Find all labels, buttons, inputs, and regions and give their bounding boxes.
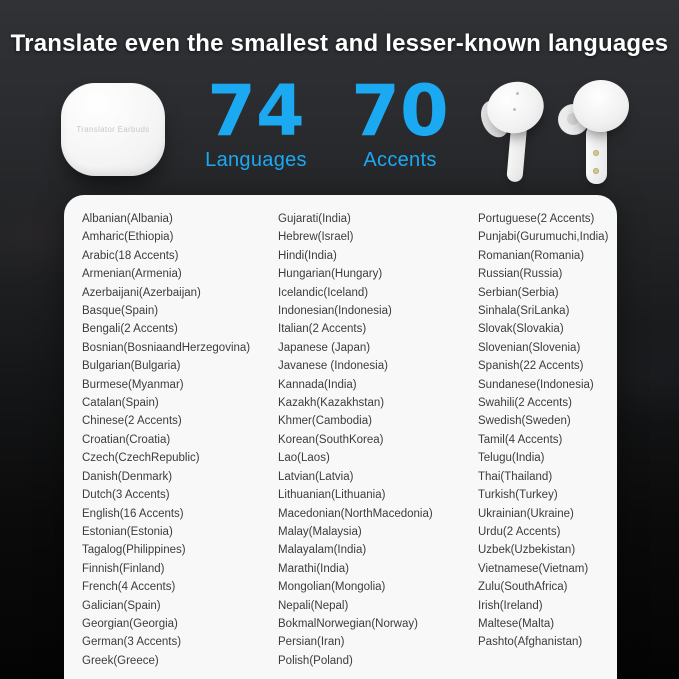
- language-item: Pashto(Afghanistan): [478, 636, 583, 649]
- language-item: Turkish(Turkey): [478, 489, 558, 502]
- language-item: English(16 Accents): [82, 507, 184, 520]
- language-item: Catalan(Spain): [82, 397, 159, 410]
- language-item: Estonian(Estonia): [82, 525, 173, 538]
- accents-stat: [348, 70, 452, 172]
- headline: Translate even the smallest and lesser-known languages: [10, 30, 669, 57]
- languages-label: Languages: [205, 149, 307, 171]
- language-item: Basque(Spain): [82, 305, 159, 318]
- language-list-panel: [64, 195, 617, 679]
- language-item: Korean(SouthKorea): [278, 433, 384, 446]
- language-item: Japanese (Japan): [278, 341, 371, 354]
- language-item: Sundanese(Indonesia): [478, 378, 594, 391]
- language-item: Icelandic(Iceland): [278, 286, 369, 299]
- language-item: Macedonian(NorthMacedonia): [278, 507, 433, 520]
- language-item: Burmese(Myanmar): [82, 378, 184, 391]
- language-item: Lao(Laos): [278, 452, 330, 465]
- language-item: Marathi(India): [278, 562, 349, 575]
- language-item: Kazakh(Kazakhstan): [278, 397, 385, 410]
- language-item: Uzbek(Uzbekistan): [478, 544, 576, 557]
- right-earbud-contact-dot: [593, 168, 599, 174]
- language-column-1: [82, 210, 278, 679]
- language-item: Indonesian(Indonesia): [278, 305, 392, 318]
- language-item: Russian(Russia): [478, 268, 563, 281]
- language-item: Armenian(Armenia): [82, 268, 182, 281]
- language-item: Slovenian(Slovenia): [478, 341, 581, 354]
- language-item: Malay(Malaysia): [278, 525, 362, 538]
- language-item: Hebrew(Israel): [278, 231, 354, 244]
- language-item: Lithuanian(Lithuania): [278, 489, 386, 502]
- right-earbud-contact-dot: [593, 150, 599, 156]
- language-item: Maltese(Malta): [478, 617, 555, 630]
- language-item: German(3 Accents): [82, 636, 182, 649]
- language-item: Swahili(2 Accents): [478, 397, 572, 410]
- accents-count: 70: [351, 70, 449, 152]
- language-item: Hindi(India): [278, 249, 337, 262]
- language-item: Greek(Greece): [82, 654, 159, 667]
- language-item: Galician(Spain): [82, 599, 161, 612]
- language-item: Kannada(India): [278, 378, 357, 391]
- language-item: Persian(Iran): [278, 636, 345, 649]
- language-item: Nepali(Nepal): [278, 599, 349, 612]
- language-item: Finnish(Finland): [82, 562, 165, 575]
- accents-label: Accents: [363, 149, 437, 171]
- language-column-2: [278, 210, 478, 679]
- language-item: Tamil(4 Accents): [478, 433, 563, 446]
- language-item: French(4 Accents): [82, 581, 176, 594]
- language-item: Romanian(Romania): [478, 249, 585, 262]
- right-earbud-icon: [573, 80, 629, 132]
- language-item: Hungarian(Hungary): [278, 268, 383, 281]
- language-item: Swedish(Sweden): [478, 415, 571, 428]
- language-item: Urdu(2 Accents): [478, 525, 561, 538]
- language-item: Czech(CzechRepublic): [82, 452, 200, 465]
- language-item: Khmer(Cambodia): [278, 415, 372, 428]
- language-item: Vietnamese(Vietnam): [478, 562, 589, 575]
- language-column-3: [478, 210, 617, 679]
- language-item: Amharic(Ethiopia): [82, 231, 174, 244]
- left-earbud-mic-dot: [516, 92, 519, 95]
- language-item: Bengali(2 Accents): [82, 323, 178, 336]
- charging-case-icon: [61, 83, 165, 176]
- languages-count: 74: [207, 70, 305, 152]
- language-item: Azerbaijani(Azerbaijan): [82, 286, 201, 299]
- case-label: Translator Earbuds: [76, 125, 150, 134]
- language-item: Javanese (Indonesia): [278, 360, 388, 373]
- language-item: Telugu(India): [478, 452, 545, 465]
- language-item: Croatian(Croatia): [82, 433, 171, 446]
- language-item: Gujarati(India): [278, 213, 351, 225]
- language-item: Slovak(Slovakia): [478, 323, 564, 336]
- language-item: Portuguese(2 Accents): [478, 213, 595, 225]
- language-item: Polish(Poland): [278, 654, 353, 667]
- language-item: Mongolian(Mongolia): [278, 581, 386, 594]
- language-item: Tagalog(Philippines): [82, 544, 186, 557]
- language-item: Arabic(18 Accents): [82, 249, 179, 262]
- language-item: Spanish(22 Accents): [478, 360, 584, 373]
- language-item: Zulu(SouthAfrica): [478, 581, 568, 594]
- language-item: Bulgarian(Bulgaria): [82, 360, 181, 373]
- left-earbud-mic-dot: [513, 108, 516, 111]
- language-item: Chinese(2 Accents): [82, 415, 182, 428]
- language-item: Thai(Thailand): [478, 470, 553, 483]
- language-item: Punjabi(Gurumuchi,India): [478, 231, 609, 244]
- language-item: Italian(2 Accents): [278, 323, 367, 336]
- language-item: Serbian(Serbia): [478, 286, 559, 299]
- language-item: Irish(Ireland): [478, 599, 543, 612]
- language-item: Dutch(3 Accents): [82, 489, 170, 502]
- language-item: Bosnian(BosniaandHerzegovina): [82, 341, 251, 354]
- language-item: Latvian(Latvia): [278, 470, 354, 483]
- language-item: Malayalam(India): [278, 544, 367, 557]
- language-item: Ukrainian(Ukraine): [478, 507, 574, 520]
- language-item: BokmalNorwegian(Norway): [278, 617, 418, 630]
- language-item: Georgian(Georgia): [82, 617, 178, 630]
- languages-stat: [200, 70, 312, 172]
- language-item: Sinhala(SriLanka): [478, 305, 570, 318]
- earbuds-graphic: [482, 80, 630, 184]
- language-item: Albanian(Albania): [82, 213, 173, 225]
- language-item: Danish(Denmark): [82, 470, 173, 483]
